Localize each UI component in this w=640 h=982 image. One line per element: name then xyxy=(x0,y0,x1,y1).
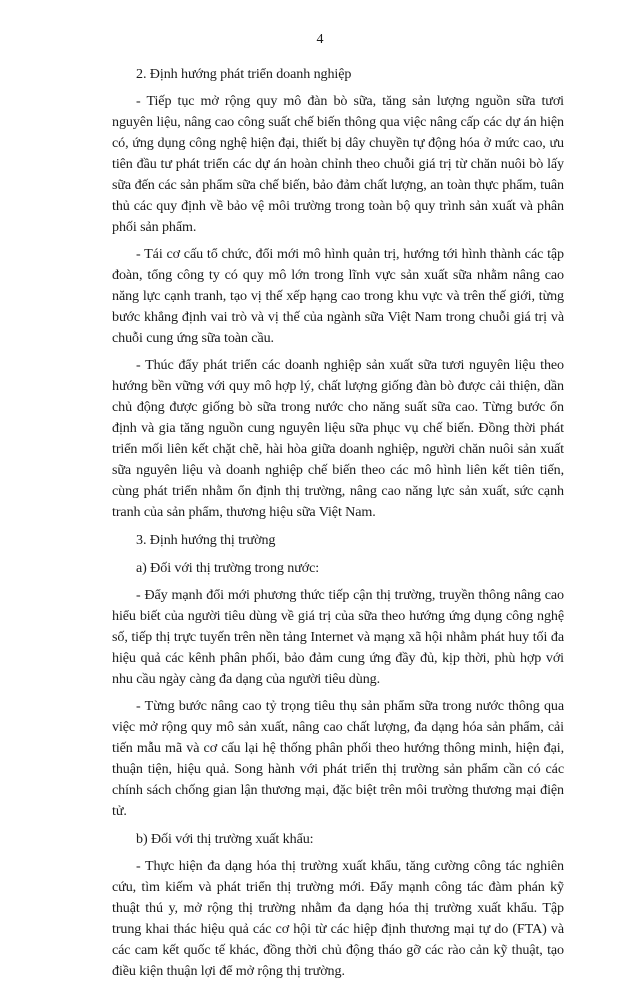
paragraph-promote-raw-milk-enterprises: - Thúc đẩy phát triển các doanh nghiệp sản xuất sữa tươi nguyên liệu theo hướng bền vững với quy mô hợp lý, chất lượng giống đàn bò được cải thiện, dần chủ động được giống bò sữa trong nước cho năng suất sữa cao. Từng bước ổn định và gia tăng nguồn cung nguyên liệu sữa phục vụ chế biến. Đồng thời phát triển mối liên kết chặt chẽ, hài hòa giữa doanh nghiệp, người chăn nuôi sản xuất sữa nguyên liệu và doanh nghiệp chế biến theo các mô hình liên kết tiên tiến, cùng phát triển nhằm ổn định thị trường, nâng cao năng lực sản xuất, sức cạnh tranh của sản phẩm, thương hiệu sữa Việt Nam. xyxy=(112,357,564,520)
section-heading-enterprise-development: 2. Định hướng phát triển doanh nghiệp xyxy=(136,66,352,82)
section-heading-market-orientation: 3. Định hướng thị trường xyxy=(136,532,276,548)
subheading-export-market: b) Đối với thị trường xuất khẩu: xyxy=(136,831,314,847)
paragraph-market-access-innovation: - Đẩy mạnh đổi mới phương thức tiếp cận thị trường, truyền thông nâng cao hiểu biết của người tiêu dùng về giá trị của sữa theo hướng ứng dụng công nghệ số, tiếp thị trực tuyến trên nền tảng Internet và mạng xã hội nhằm phát huy tối đa hiệu quả các kênh phân phối, bảo đảm cung ứng đầy đủ, kịp thời, phù hợp với nhu cầu ngày càng đa dạng của người tiêu dùng. xyxy=(112,587,564,687)
paragraph-export-diversification: - Thực hiện đa dạng hóa thị trường xuất khẩu, tăng cường công tác nghiên cứu, tìm kiếm và phát triển thị trường mới. Đẩy mạnh công tác đàm phán kỹ thuật thú y, mở rộng thị trường nhằm đa dạng hóa thị trường xuất khẩu. Tập trung khai thác hiệu quả các cơ hội từ các hiệp định thương mại tự do (FTA) và các cam kết quốc tế khác, đồng thời chủ động tháo gỡ các rào cản kỹ thuật, tạo điều kiện thuận lợi để mở rộng thị trường. xyxy=(112,858,564,979)
paragraph-domestic-consumption-share: - Từng bước nâng cao tỷ trọng tiêu thụ sản phẩm sữa trong nước thông qua việc mở rộng quy mô sản xuất, nâng cao chất lượng, đa dạng hóa sản phẩm, cải tiến mẫu mã và cơ cấu lại hệ thống phân phối theo hướng thông minh, hiện đại, thuận tiện, hiệu quả. Song hành với phát triển thị trường sản phẩm cần có các chính sách chống gian lận thương mại, đặc biệt trên môi trường thương mại điện tử. xyxy=(112,698,564,819)
page-number: 4 xyxy=(316,32,324,47)
subheading-domestic-market: a) Đối với thị trường trong nước: xyxy=(136,560,320,576)
paragraph-expand-dairy-herd: - Tiếp tục mở rộng quy mô đàn bò sữa, tăng sản lượng nguồn sữa tươi nguyên liệu, nâng cao công suất chế biến thông qua việc nâng cấp các dự án hiện có, ứng dụng công nghệ hiện đại, thiết bị dây chuyền tự động hóa ở mức cao, ưu tiên đầu tư phát triển các dự án hoàn chỉnh theo chuỗi giá trị từ chăn nuôi bò lấy sữa đến các sản phẩm sữa chế biến, bảo đảm chất lượng, an toàn thực phẩm, tuân thủ các quy định về bảo vệ môi trường trong toàn bộ quy trình sản xuất và phân phối sản phẩm. xyxy=(112,93,564,235)
paragraph-restructure-organization: - Tái cơ cấu tổ chức, đổi mới mô hình quản trị, hướng tới hình thành các tập đoàn, tổng công ty có quy mô lớn trong lĩnh vực sản xuất sữa nhằm nâng cao năng lực cạnh tranh, tạo vị thế xếp hạng cao trong khu vực và trên thế giới, từng bước khẳng định vai trò và vị thế của ngành sữa Việt Nam trong chuỗi giá trị và chuỗi cung ứng sữa toàn cầu. xyxy=(112,246,564,346)
page-content xyxy=(112,64,564,982)
